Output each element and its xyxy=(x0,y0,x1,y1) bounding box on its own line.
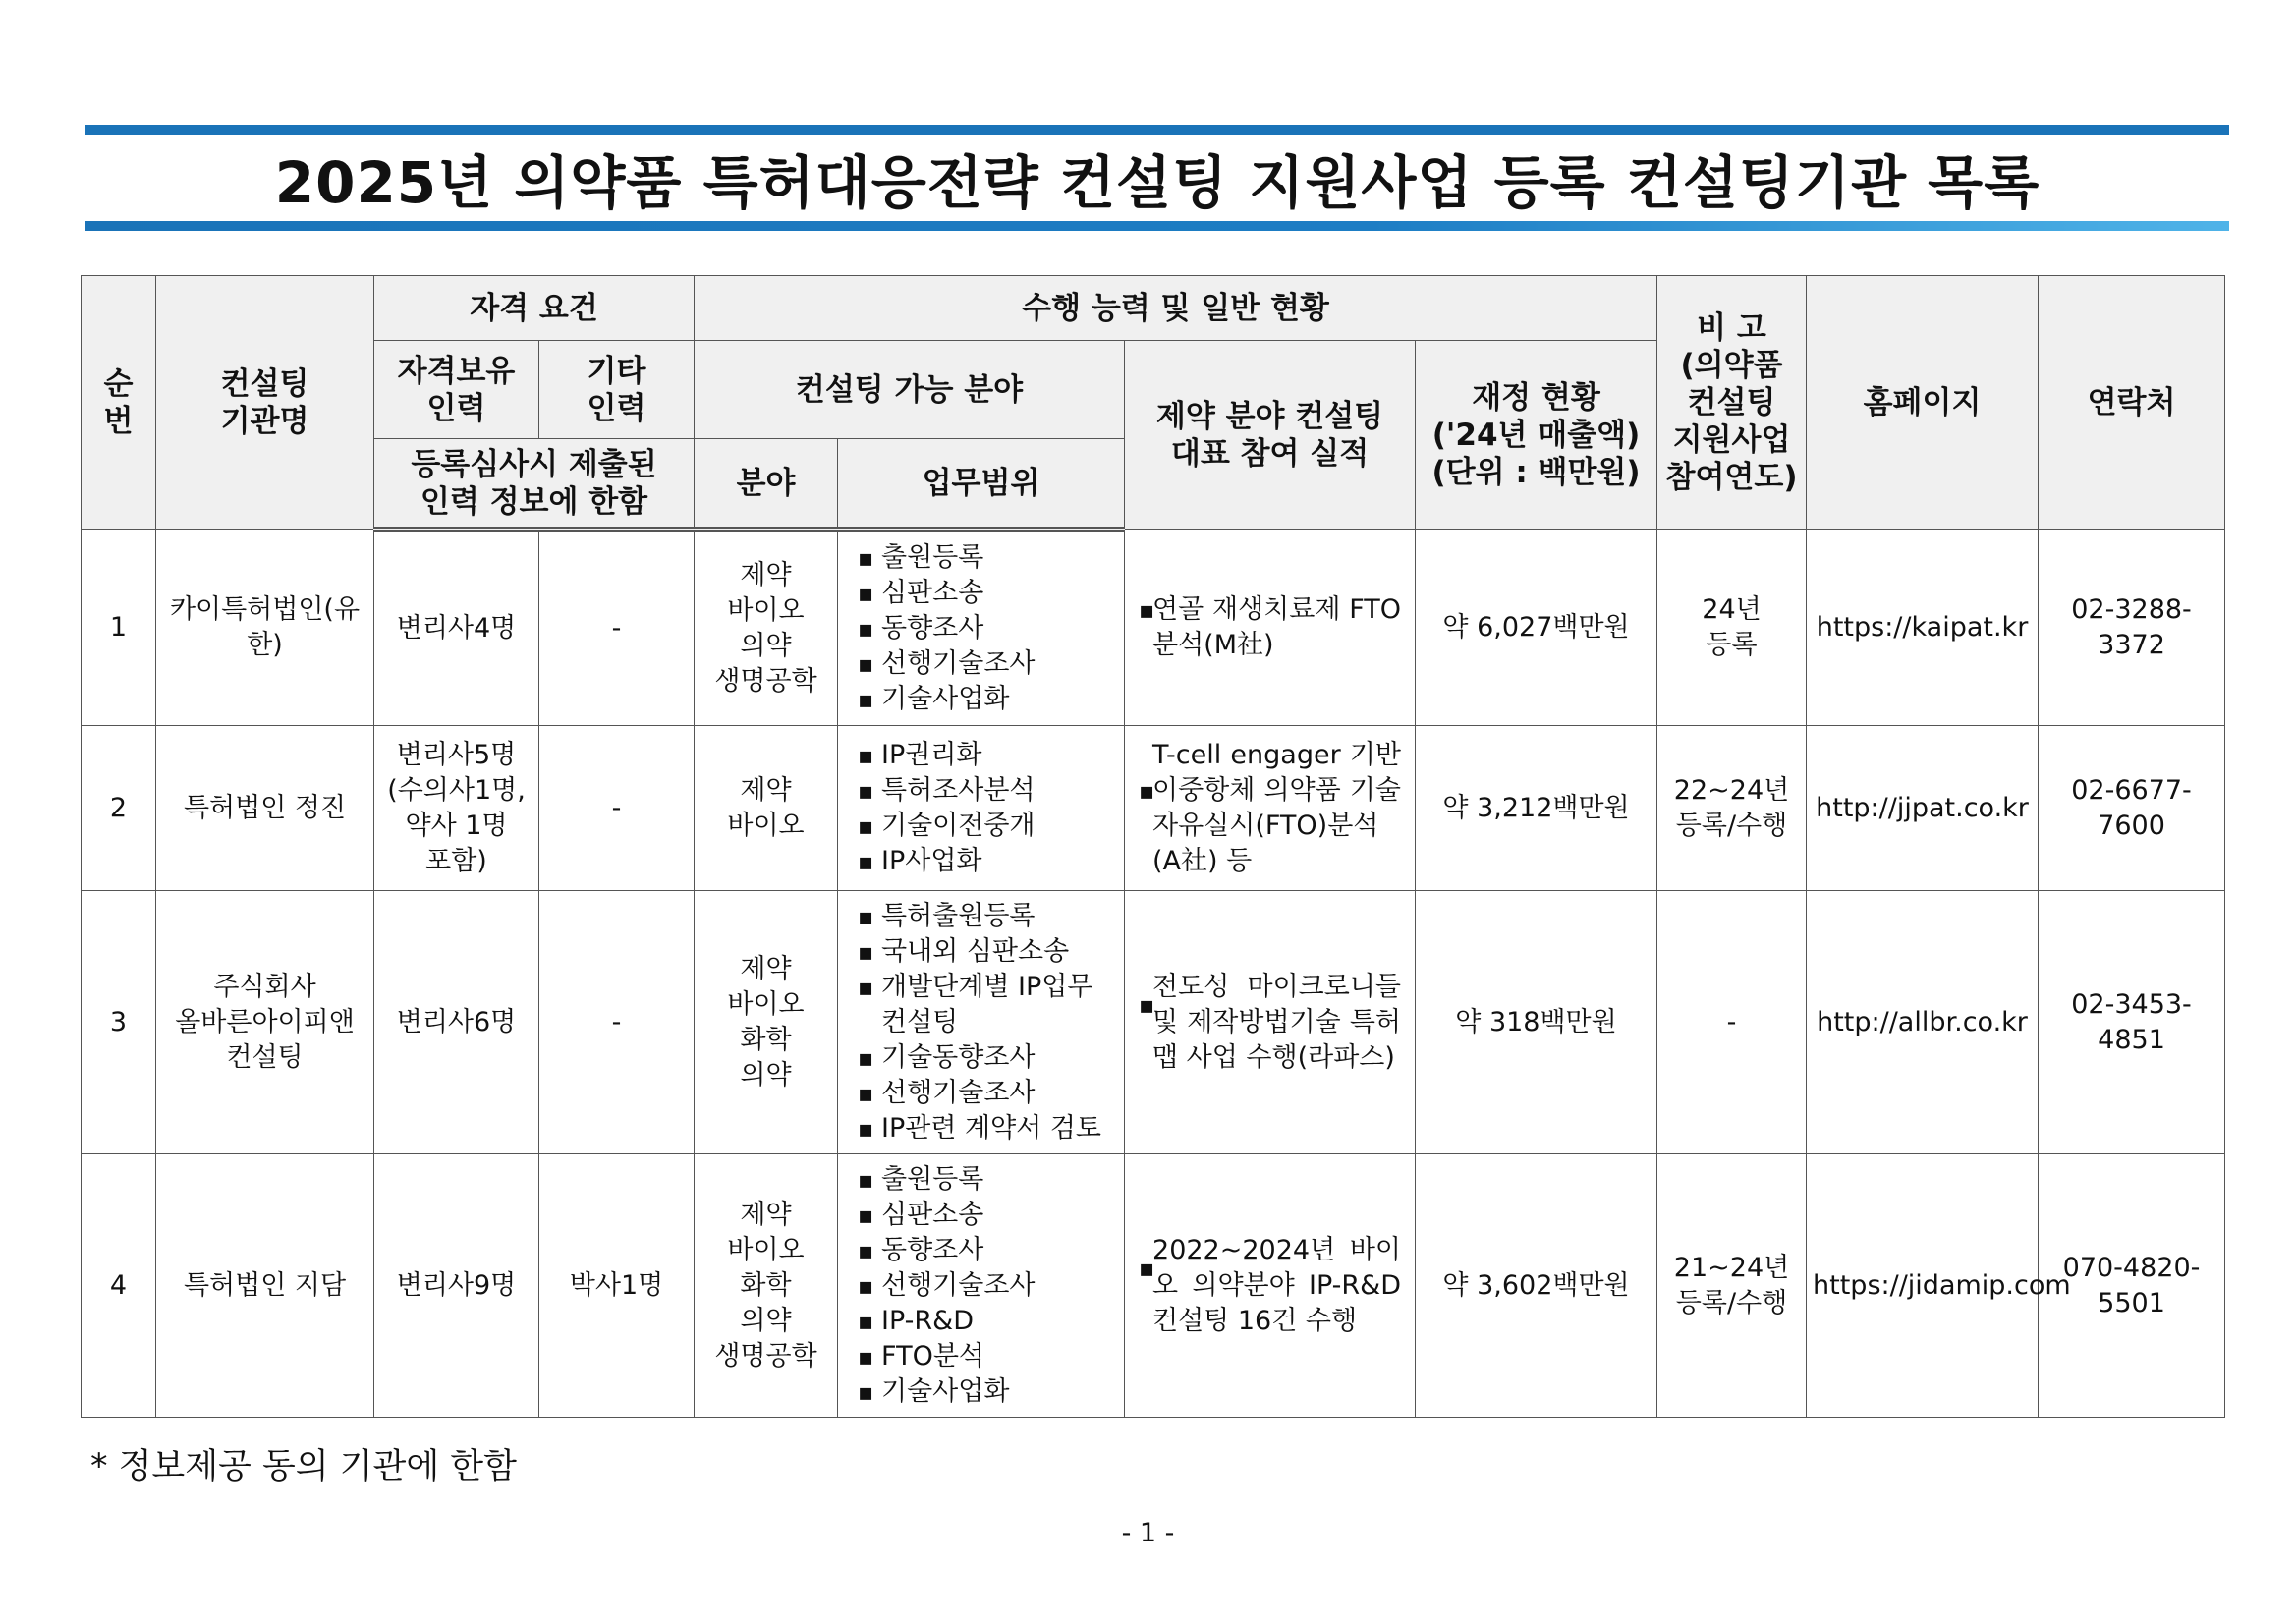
scope-item: ▪ 선행기술조사 xyxy=(858,1268,1118,1304)
cell-certified: 변리사5명 (수의사1명, 약사 1명 포함) xyxy=(374,726,539,891)
cell-certified: 변리사6명 xyxy=(374,891,539,1154)
page-number: - 1 - xyxy=(1121,1518,1175,1548)
header-performance: 제약 분야 컨설팅 대표 참여 실적 xyxy=(1125,341,1416,530)
header-contact: 연락처 xyxy=(2039,276,2225,530)
scope-item: ▪ 출원등록 xyxy=(858,1162,1118,1198)
cell-field: 제약 바이오 화학 의약 생명공학 xyxy=(695,1154,838,1418)
header-remarks: 비 고 (의약품 컨설팅 지원사업 참여연도) xyxy=(1657,276,1807,530)
cell-finance: 약 6,027백만원 xyxy=(1416,530,1657,726)
cell-homepage: http://jjpat.co.kr xyxy=(1807,726,2039,891)
cell-contact: 02-3288-3372 xyxy=(2039,530,2225,726)
cell-org: 특허법인 지담 xyxy=(156,1154,374,1418)
scope-item: ▪ 심판소송 xyxy=(858,576,1118,611)
cell-contact: 02-3453-4851 xyxy=(2039,891,2225,1154)
cell-no: 2 xyxy=(82,726,156,891)
cell-certified: 변리사4명 xyxy=(374,530,539,726)
header-qual-note: 등록심사시 제출된 인력 정보에 한함 xyxy=(374,439,695,530)
cell-org: 특허법인 정진 xyxy=(156,726,374,891)
scope-item: ▪ 기술이전중개 xyxy=(858,809,1118,844)
title-bar-bottom xyxy=(85,221,2229,231)
header-field-group: 컨설팅 가능 분야 xyxy=(695,341,1125,439)
scope-item: ▪ 국내외 심판소송 xyxy=(858,934,1118,970)
table-row xyxy=(82,530,2225,726)
cell-performance: ▪ 2022~2024년 바이오 의약분야 IP-R&D 컨설팅 16건 수행 xyxy=(1125,1154,1416,1418)
cell-field: 제약 바이오 xyxy=(695,726,838,891)
header-homepage: 홈페이지 xyxy=(1807,276,2039,530)
cell-field: 제약 바이오 화학 의약 xyxy=(695,891,838,1154)
consulting-org-table xyxy=(81,275,2225,1418)
cell-no: 3 xyxy=(82,891,156,1154)
header-certified: 자격보유 인력 xyxy=(374,341,539,439)
header-field: 분야 xyxy=(695,439,838,530)
header-no: 순 번 xyxy=(82,276,156,530)
table-row xyxy=(82,1154,2225,1418)
scope-item: ▪ 심판소송 xyxy=(858,1198,1118,1233)
cell-homepage: http://allbr.co.kr xyxy=(1807,891,2039,1154)
cell-performance: ▪ T-cell engager 기반 이중항체 의약품 기술 자유실시(FTO)분석(A社) 등 xyxy=(1125,726,1416,891)
scope-item: ▪ 동향조사 xyxy=(858,1233,1118,1268)
cell-homepage: https://jidamip.com xyxy=(1807,1154,2039,1418)
scope-item: ▪ IP권리화 xyxy=(858,738,1118,773)
table-row xyxy=(82,726,2225,891)
scope-item: ▪ IP-R&D xyxy=(858,1304,1118,1339)
scope-item: ▪ 기술사업화 xyxy=(858,1374,1118,1410)
header-qualification: 자격 요건 xyxy=(374,276,695,341)
scope-item: ▪ FTO분석 xyxy=(858,1339,1118,1374)
cell-org: 카이특허법인(유한) xyxy=(156,530,374,726)
header-other: 기타 인력 xyxy=(539,341,695,439)
table-row xyxy=(82,891,2225,1154)
cell-performance: ▪ 연골 재생치료제 FTO 분석(M社) xyxy=(1125,530,1416,726)
cell-other: 박사1명 xyxy=(539,1154,695,1418)
cell-other: - xyxy=(539,530,695,726)
scope-item: ▪ 개발단계별 IP업무 컨설팅 xyxy=(858,970,1118,1040)
header-performance-group: 수행 능력 및 일반 현황 xyxy=(695,276,1657,341)
scope-item: ▪ 특허출원등록 xyxy=(858,899,1118,934)
cell-scope xyxy=(838,1154,1125,1418)
cell-contact: 070-4820-5501 xyxy=(2039,1154,2225,1418)
cell-remarks: 22~24년 등록/수행 xyxy=(1657,726,1807,891)
cell-finance: 약 3,212백만원 xyxy=(1416,726,1657,891)
scope-item: ▪ 특허조사분석 xyxy=(858,773,1118,809)
cell-finance: 약 318백만원 xyxy=(1416,891,1657,1154)
cell-scope xyxy=(838,891,1125,1154)
cell-other: - xyxy=(539,891,695,1154)
cell-scope xyxy=(838,530,1125,726)
page-title: 2025년 의약품 특허대응전략 컨설팅 지원사업 등록 컨설팅기관 목록 xyxy=(274,149,2041,216)
cell-no: 4 xyxy=(82,1154,156,1418)
cell-homepage: https://kaipat.kr xyxy=(1807,530,2039,726)
scope-item: ▪ 동향조사 xyxy=(858,611,1118,646)
header-finance: 재정 현황 ('24년 매출액) (단위 : 백만원) xyxy=(1416,341,1657,530)
cell-remarks: 24년 등록 xyxy=(1657,530,1807,726)
cell-org: 주식회사 올바른아이피앤 컨설팅 xyxy=(156,891,374,1154)
cell-contact: 02-6677-7600 xyxy=(2039,726,2225,891)
cell-remarks: - xyxy=(1657,891,1807,1154)
header-org: 컨설팅 기관명 xyxy=(156,276,374,530)
scope-item: ▪ 선행기술조사 xyxy=(858,646,1118,682)
scope-item: ▪ IP관련 계약서 검토 xyxy=(858,1111,1118,1147)
cell-certified: 변리사9명 xyxy=(374,1154,539,1418)
cell-field: 제약 바이오 의약 생명공학 xyxy=(695,530,838,726)
cell-performance: ▪ 전도성 마이크로니들 및 제작방법기술 특허맵 사업 수행(라파스) xyxy=(1125,891,1416,1154)
scope-item: ▪ IP사업화 xyxy=(858,844,1118,879)
cell-no: 1 xyxy=(82,530,156,726)
title-bar-top xyxy=(85,125,2229,135)
scope-item: ▪ 선행기술조사 xyxy=(858,1076,1118,1111)
header-scope: 업무범위 xyxy=(838,439,1125,530)
scope-item: ▪ 출원등록 xyxy=(858,540,1118,576)
footnote: * 정보제공 동의 기관에 한함 xyxy=(90,1447,517,1486)
cell-scope xyxy=(838,726,1125,891)
cell-remarks: 21~24년 등록/수행 xyxy=(1657,1154,1807,1418)
cell-other: - xyxy=(539,726,695,891)
scope-item: ▪ 기술동향조사 xyxy=(858,1040,1118,1076)
cell-finance: 약 3,602백만원 xyxy=(1416,1154,1657,1418)
scope-item: ▪ 기술사업화 xyxy=(858,682,1118,717)
